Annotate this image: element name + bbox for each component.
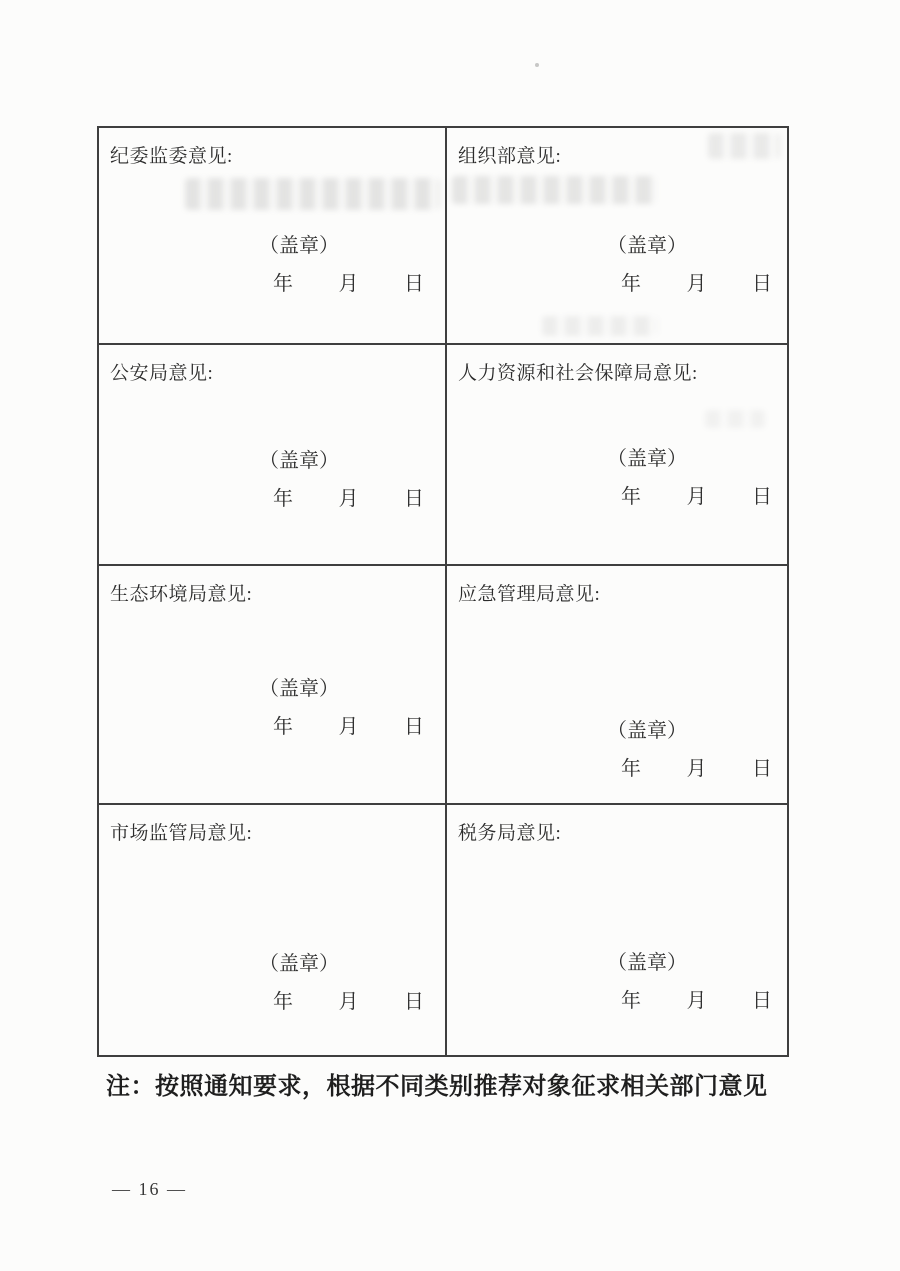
date-year-label: 年 — [621, 273, 641, 295]
date-month-label: 月 — [686, 990, 707, 1012]
opinion-cell-market-regulation — [99, 805, 447, 1055]
date-day-label: 日 — [752, 486, 772, 508]
cell-label: 组织部意见: — [458, 146, 562, 167]
date-year-label: 年 — [273, 716, 293, 738]
date-line — [273, 710, 424, 739]
date-line — [621, 984, 772, 1013]
seal-placeholder: （盖章） — [259, 235, 339, 257]
date-line — [273, 985, 424, 1014]
opinion-cell-public-security — [99, 345, 447, 566]
department-opinion-table — [97, 126, 789, 1057]
page-number: — 16 — — [112, 1179, 187, 1199]
date-year-label: 年 — [273, 273, 293, 295]
seal-placeholder: （盖章） — [259, 953, 339, 975]
date-month-label: 月 — [338, 716, 359, 738]
date-month-label: 月 — [686, 758, 707, 780]
date-year-label: 年 — [273, 991, 293, 1013]
cell-label: 市场监管局意见: — [110, 823, 253, 844]
date-month-label: 月 — [338, 273, 359, 295]
date-day-label: 日 — [404, 716, 424, 738]
date-line — [273, 267, 424, 296]
seal-placeholder: （盖章） — [607, 952, 687, 974]
opinion-cell-organization-dept — [447, 128, 787, 345]
cell-label: 税务局意见: — [458, 823, 562, 844]
seal-placeholder: （盖章） — [607, 720, 687, 742]
date-year-label: 年 — [621, 990, 641, 1012]
date-month-label: 月 — [338, 991, 359, 1013]
cell-label: 人力资源和社会保障局意见: — [458, 363, 698, 384]
seal-placeholder: （盖章） — [259, 678, 339, 700]
date-day-label: 日 — [752, 990, 772, 1012]
cell-label: 应急管理局意见: — [458, 584, 601, 605]
date-line — [621, 752, 772, 781]
date-day-label: 日 — [752, 758, 772, 780]
date-year-label: 年 — [621, 758, 641, 780]
seal-placeholder: （盖章） — [607, 235, 687, 257]
cell-label: 公安局意见: — [110, 363, 214, 384]
date-day-label: 日 — [752, 273, 772, 295]
date-line — [621, 480, 772, 509]
cell-label: 纪委监委意见: — [110, 146, 233, 167]
seal-placeholder: （盖章） — [607, 448, 687, 470]
cell-label: 生态环境局意见: — [110, 584, 253, 605]
opinion-cell-discipline-commission — [99, 128, 447, 345]
opinion-cell-human-resources — [447, 345, 787, 566]
footnote: 注：按照通知要求，根据不同类别推荐对象征求相关部门意见 — [106, 1074, 768, 1100]
date-line — [621, 267, 772, 296]
date-day-label: 日 — [404, 273, 424, 295]
seal-placeholder: （盖章） — [259, 450, 339, 472]
date-day-label: 日 — [404, 991, 424, 1013]
opinion-cell-ecology-environment — [99, 566, 447, 805]
date-year-label: 年 — [273, 488, 293, 510]
date-line — [273, 482, 424, 511]
date-month-label: 月 — [686, 486, 707, 508]
date-day-label: 日 — [404, 488, 424, 510]
date-month-label: 月 — [686, 273, 707, 295]
date-month-label: 月 — [338, 488, 359, 510]
opinion-cell-tax-bureau — [447, 805, 787, 1055]
opinion-cell-emergency-management — [447, 566, 787, 805]
scan-speck — [535, 63, 539, 67]
date-year-label: 年 — [621, 486, 641, 508]
